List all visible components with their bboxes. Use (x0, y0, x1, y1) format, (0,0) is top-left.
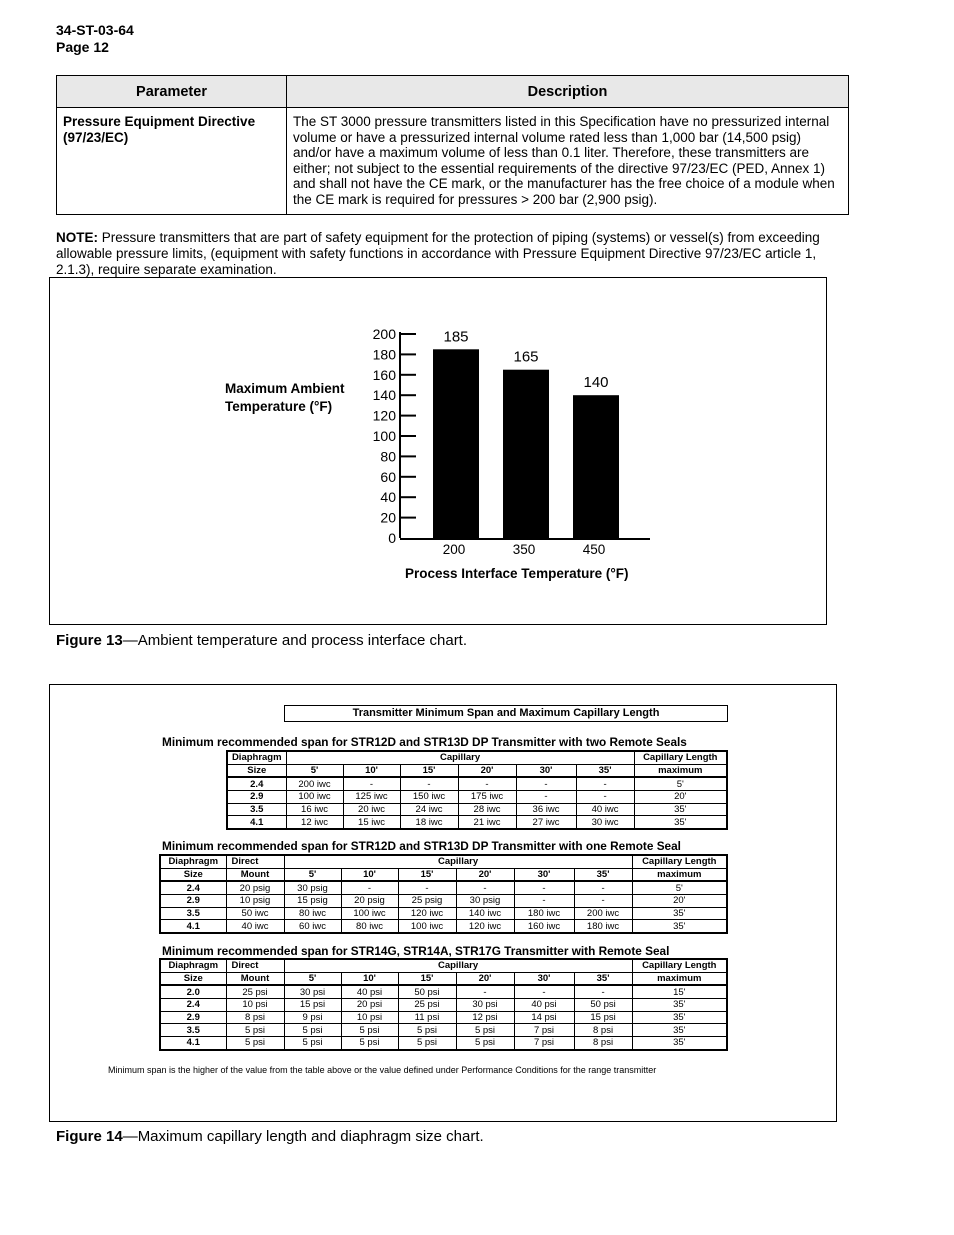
span-cell: 25 psi (226, 985, 284, 998)
table-row (160, 907, 727, 920)
y-tick-label: 120 (372, 407, 396, 424)
span-cell: - (341, 881, 398, 894)
span-cell: 5 psi (226, 1037, 284, 1050)
span-cell: - (574, 985, 632, 998)
bar-value-label: 165 (513, 348, 539, 366)
column-subheader: maximum (632, 868, 727, 881)
column-subheader: 15' (398, 972, 456, 985)
span-cell: 150 iwc (400, 791, 458, 804)
span-cell: 200 iwc (286, 777, 343, 790)
table-row (160, 895, 727, 908)
span-cell: 12 psi (456, 1011, 514, 1024)
y-tick-label: 0 (388, 530, 396, 546)
table-row (57, 108, 849, 215)
span-cell: 14 psi (514, 1011, 574, 1024)
capillary-header: Capillary (284, 959, 632, 972)
y-tick-label: 100 (372, 428, 396, 444)
span-cell: 180 iwc (574, 920, 632, 933)
column-subheader: 5' (286, 764, 343, 777)
span-cell: 175 iwc (458, 791, 516, 804)
span-cell: 15 iwc (343, 816, 400, 829)
figure-13-text: —Ambient temperature and process interface chart. (122, 632, 468, 649)
column-subheader: 15' (400, 764, 458, 777)
span-cell: 5 psi (398, 1037, 456, 1050)
table-row (160, 881, 727, 894)
capillary-table-title: Transmitter Minimum Span and Maximum Capillary Length (284, 705, 728, 722)
table-row (160, 1037, 727, 1050)
parameter-description: The ST 3000 pressure transmitters listed in this Specification have no pressurized internal volume or have a pressurized internal volume rated less than 1,000 bar (14,500 psig) and/or have a maximum volume of less than 0.1 liter. Therefore, these transmitters are either; not subject to the essential requirements of the directive 97/23/EC (PED, Annex 1) and shall not have the CE mark, or the manufacturer has the free choice of a module when the CE mark is required for pressures > 200 bar (2,900 psig). (287, 108, 849, 215)
span-cell: 20 psig (341, 895, 398, 908)
span-cell: 160 iwc (514, 920, 574, 933)
y-tick-label: 180 (372, 346, 396, 363)
span-cell: - (514, 895, 574, 908)
figure-13-caption (56, 632, 467, 649)
span-cell: - (514, 881, 574, 894)
span-cell: 27 iwc (516, 816, 576, 829)
diaphragm-size-cell: 4.1 (160, 1037, 226, 1050)
y-tick-label: 160 (372, 366, 396, 383)
chart-y-axis-label (225, 380, 345, 416)
span-cell: 30 psig (456, 895, 514, 908)
span-cell: 40 iwc (226, 920, 284, 933)
column-subheader: 30' (514, 972, 574, 985)
page-number: Page 12 (56, 39, 109, 55)
x-tick-label: 450 (582, 542, 606, 557)
parameter-table (56, 75, 849, 215)
column-subheader: 30' (514, 868, 574, 881)
note-paragraph (56, 230, 846, 278)
column-subheader: 10' (341, 972, 398, 985)
span-cell: - (574, 895, 632, 908)
span-cell: 10 psig (226, 895, 284, 908)
span-cell: 125 iwc (343, 791, 400, 804)
span-cell: 35' (634, 803, 727, 816)
span-cell: - (458, 777, 516, 790)
note-label: NOTE: (56, 230, 98, 245)
diaphragm-size-cell: 2.9 (227, 791, 286, 804)
table-row (227, 816, 727, 829)
span-cell: - (343, 777, 400, 790)
table-row (160, 1011, 727, 1024)
diaphragm-size-cell: 2.4 (160, 881, 226, 894)
span-cell: 100 iwc (341, 907, 398, 920)
column-subheader: 10' (343, 764, 400, 777)
figure-14-label: Figure 14 (56, 1128, 123, 1145)
span-cell: 15' (632, 985, 727, 998)
span-cell: 5 psi (456, 1037, 514, 1050)
span-cell: 20 psi (341, 999, 398, 1012)
span-cell: 5' (632, 881, 727, 894)
span-cell: 12 iwc (286, 816, 343, 829)
span-cell: 28 iwc (458, 803, 516, 816)
diaphragm-header: Diaphragm (227, 751, 286, 764)
span-cell: - (574, 881, 632, 894)
span-cell: 10 psi (226, 999, 284, 1012)
span-cell: 24 iwc (400, 803, 458, 816)
column-subheader: 20' (456, 868, 514, 881)
span-cell: 140 iwc (456, 907, 514, 920)
span-cell: - (456, 985, 514, 998)
chart-x-axis-label: Process Interface Temperature (°F) (405, 566, 629, 581)
table-row (227, 803, 727, 816)
table-row (160, 920, 727, 933)
span-cell: 8 psi (574, 1024, 632, 1037)
x-tick-label: 200 (442, 542, 466, 557)
parameter-name: Pressure Equipment Directive (97/23/EC) (57, 108, 287, 215)
direct-header: Direct (226, 959, 284, 972)
y-tick-label: 140 (372, 387, 396, 404)
diaphragm-size-cell: 2.0 (160, 985, 226, 998)
bar (573, 395, 619, 538)
description-column-header: Description (287, 76, 849, 108)
bar (433, 349, 479, 538)
column-subheader: 5' (284, 972, 341, 985)
one-seal-span-table (159, 854, 728, 934)
subheader-row (160, 868, 727, 881)
span-cell: 100 iwc (398, 920, 456, 933)
y-tick-label: 200 (372, 326, 396, 342)
two-seal-span-table (226, 750, 728, 830)
span-cell: 120 iwc (398, 907, 456, 920)
span-cell: 8 psi (226, 1011, 284, 1024)
span-cell: 5 psi (226, 1024, 284, 1037)
section-1-heading: Minimum recommended span for STR12D and STR13D DP Transmitter with two Remote Seals (162, 735, 687, 749)
y-tick-label: 40 (380, 489, 396, 506)
span-cell: 15 psi (574, 1011, 632, 1024)
section-2-heading: Minimum recommended span for STR12D and STR13D DP Transmitter with one Remote Seal (162, 839, 681, 853)
span-cell: 120 iwc (456, 920, 514, 933)
column-subheader: Size (227, 764, 286, 777)
diaphragm-size-cell: 3.5 (227, 803, 286, 816)
diaphragm-size-cell: 2.9 (160, 1011, 226, 1024)
span-cell: 5 psi (398, 1024, 456, 1037)
direct-header: Direct (226, 855, 284, 868)
diaphragm-header: Diaphragm (160, 855, 226, 868)
page-header (56, 22, 134, 56)
column-subheader: 10' (341, 868, 398, 881)
footnote: Minimum span is the higher of the value from the table above or the value defined under Performance Conditions for the range transmitter (108, 1065, 657, 1075)
bar-value-label: 140 (583, 374, 609, 392)
span-cell: 20 iwc (343, 803, 400, 816)
span-cell: 21 iwc (458, 816, 516, 829)
doc-id: 34-ST-03-64 (56, 22, 134, 38)
span-cell: 180 iwc (514, 907, 574, 920)
column-subheader: Size (160, 868, 226, 881)
note-text: Pressure transmitters that are part of safety equipment for the protection of piping (systems) or vessel(s) from exceeding allowable pressure limits, (equipment with safety functions in accordance with Pressure Equipment Directive 97/23/EC article 1, 2.1.3), require separate examination. (56, 230, 820, 277)
span-cell: 25 psig (398, 895, 456, 908)
column-subheader: maximum (634, 764, 727, 777)
span-cell: - (516, 791, 576, 804)
column-subheader: maximum (632, 972, 727, 985)
span-cell: 8 psi (574, 1037, 632, 1050)
column-subheader: 20' (456, 972, 514, 985)
span-cell: 5 psi (341, 1024, 398, 1037)
bar-chart (360, 320, 660, 565)
column-subheader: 5' (284, 868, 341, 881)
span-cell: 15 psig (284, 895, 341, 908)
span-cell: 5 psi (284, 1024, 341, 1037)
span-cell: - (400, 777, 458, 790)
column-subheader: 30' (516, 764, 576, 777)
capillary-header: Capillary (286, 751, 634, 764)
span-cell: 9 psi (284, 1011, 341, 1024)
span-cell: 35' (632, 920, 727, 933)
diaphragm-size-cell: 2.4 (160, 999, 226, 1012)
span-cell: 20' (632, 895, 727, 908)
y-tick-label: 20 (380, 509, 396, 526)
column-subheader: Mount (226, 868, 284, 881)
span-cell: 30 psi (284, 985, 341, 998)
remote-seal-span-table (159, 958, 728, 1051)
figure-14-caption (56, 1128, 484, 1145)
span-cell: 5 psi (284, 1037, 341, 1050)
column-subheader: Mount (226, 972, 284, 985)
figure-13-label: Figure 13 (56, 632, 123, 649)
diaphragm-size-cell: 2.9 (160, 895, 226, 908)
table-row (227, 791, 727, 804)
span-cell: 30 psig (284, 881, 341, 894)
span-cell: 15 psi (284, 999, 341, 1012)
diaphragm-size-cell: 3.5 (160, 1024, 226, 1037)
y-label-line-1: Maximum Ambient (225, 381, 345, 396)
column-subheader: Size (160, 972, 226, 985)
diaphragm-size-cell: 2.4 (227, 777, 286, 790)
y-label-line-2: Temperature (°F) (225, 399, 333, 414)
capillary-length-header: Capillary Length (632, 855, 727, 868)
subheader-row (160, 972, 727, 985)
bar-value-label: 185 (443, 328, 469, 346)
span-cell: 50 iwc (226, 907, 284, 920)
span-cell: 35' (632, 1024, 727, 1037)
column-subheader: 35' (574, 868, 632, 881)
span-cell: 35' (632, 1037, 727, 1050)
span-cell: 7 psi (514, 1024, 574, 1037)
span-cell: 11 psi (398, 1011, 456, 1024)
span-cell: - (514, 985, 574, 998)
diaphragm-size-cell: 4.1 (227, 816, 286, 829)
table-row (160, 999, 727, 1012)
diaphragm-size-cell: 4.1 (160, 920, 226, 933)
span-cell: - (516, 777, 576, 790)
capillary-header: Capillary (284, 855, 632, 868)
span-cell: 5 psi (341, 1037, 398, 1050)
span-cell: - (398, 881, 456, 894)
span-cell: 50 psi (398, 985, 456, 998)
subheader-row (227, 764, 727, 777)
parameter-column-header: Parameter (57, 76, 287, 108)
figure-14-text: —Maximum capillary length and diaphragm size chart. (122, 1128, 484, 1145)
span-cell: 5 psi (456, 1024, 514, 1037)
span-cell: 25 psi (398, 999, 456, 1012)
span-cell: 35' (634, 816, 727, 829)
span-cell: 36 iwc (516, 803, 576, 816)
span-cell: 80 iwc (341, 920, 398, 933)
column-subheader: 35' (574, 972, 632, 985)
span-cell: 40 iwc (576, 803, 634, 816)
span-cell: 7 psi (514, 1037, 574, 1050)
capillary-length-header: Capillary Length (632, 959, 727, 972)
bar (503, 370, 549, 538)
table-row (227, 777, 727, 790)
column-subheader: 20' (458, 764, 516, 777)
span-cell: - (576, 791, 634, 804)
span-cell: 20 psig (226, 881, 284, 894)
span-cell: 200 iwc (574, 907, 632, 920)
table-row (160, 1024, 727, 1037)
span-cell: 35' (632, 999, 727, 1012)
span-cell: 60 iwc (284, 920, 341, 933)
span-cell: 80 iwc (284, 907, 341, 920)
x-tick-label: 350 (512, 542, 536, 557)
span-cell: 50 psi (574, 999, 632, 1012)
y-tick-label: 60 (380, 468, 396, 485)
capillary-length-header: Capillary Length (634, 751, 727, 764)
span-cell: - (456, 881, 514, 894)
span-cell: 18 iwc (400, 816, 458, 829)
diaphragm-header: Diaphragm (160, 959, 226, 972)
span-cell: 100 iwc (286, 791, 343, 804)
span-cell: 20' (634, 791, 727, 804)
span-cell: 30 psi (456, 999, 514, 1012)
span-cell: 35' (632, 1011, 727, 1024)
span-cell: 40 psi (514, 999, 574, 1012)
span-cell: 16 iwc (286, 803, 343, 816)
y-tick-label: 80 (380, 448, 396, 465)
span-cell: 40 psi (341, 985, 398, 998)
column-subheader: 35' (576, 764, 634, 777)
span-cell: 5' (634, 777, 727, 790)
span-cell: 10 psi (341, 1011, 398, 1024)
span-cell: 30 iwc (576, 816, 634, 829)
diaphragm-size-cell: 3.5 (160, 907, 226, 920)
span-cell: - (576, 777, 634, 790)
section-3-heading: Minimum recommended span for STR14G, STR14A, STR17G Transmitter with Remote Seal (162, 944, 670, 958)
column-subheader: 15' (398, 868, 456, 881)
span-cell: 35' (632, 907, 727, 920)
table-row (160, 985, 727, 998)
